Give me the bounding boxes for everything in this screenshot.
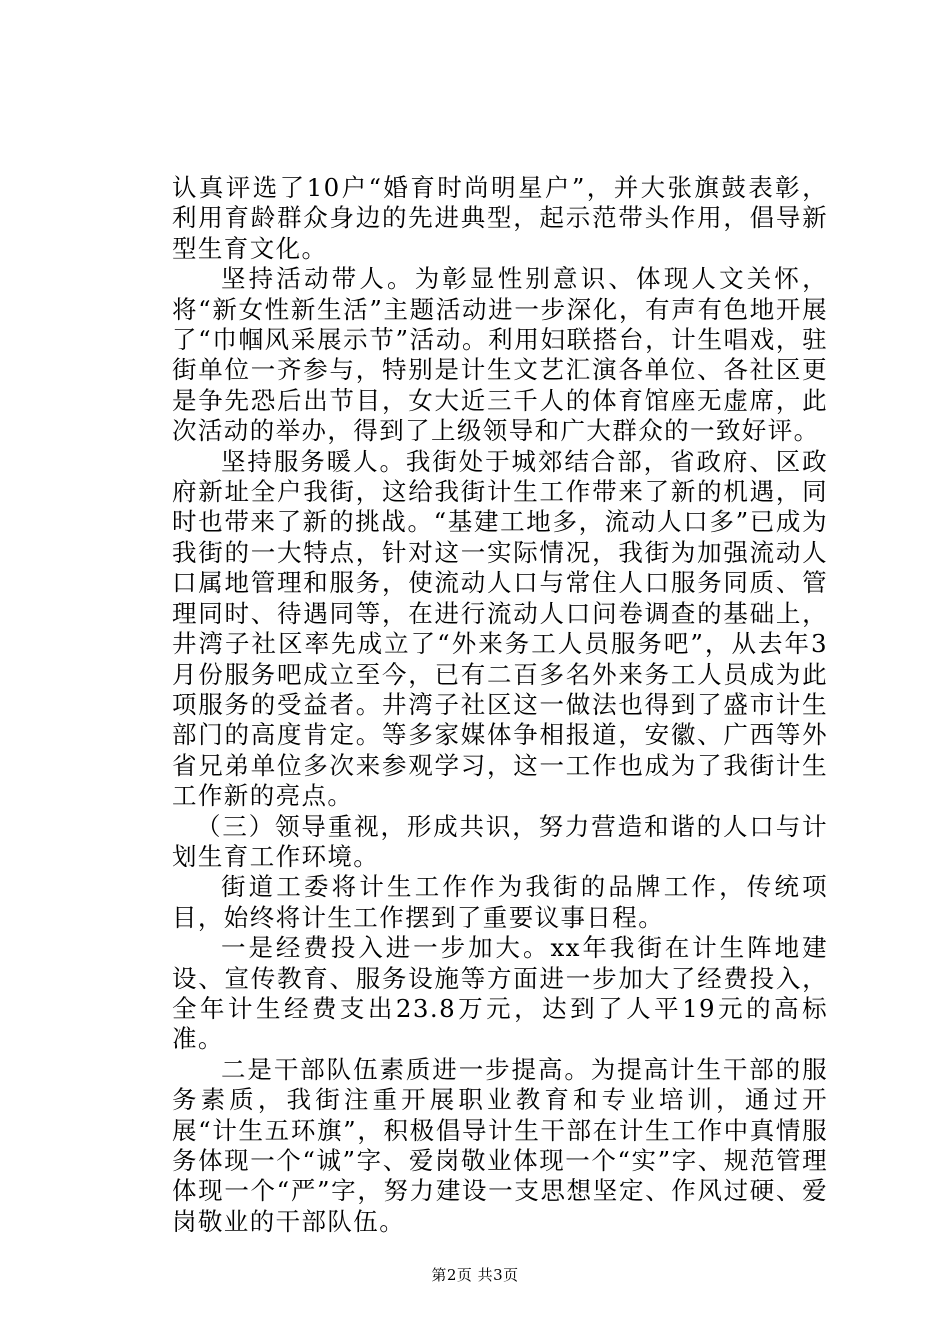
section-heading-3: （三）领导重视，形成共识，努力营造和谐的人口与计划生育工作环境。: [172, 811, 828, 871]
document-body: [172, 173, 828, 1237]
paragraph-service: 坚持服务暖人。我街处于城郊结合部，省政府、区政府新址全户我街，这给我街计生工作带来了新的机遇，同时也带来了新的挑战。“基建工地多，流动人口多”已成为我街的一大特点，针对这一实际情况，我街为加强流动人口属地管理和服务，使流动人口与常住人口服务同质、管理同时、待遇同等，在进行流动人口问卷调查的基础上，井湾子社区率先成立了“外来务工人员服务吧”，从去年3月份服务吧成立至今，已有二百多名外来务工人员成为此项服务的受益者。井湾子社区这一做法也得到了盛市计生部门的高度肯定。等多家媒体争相报道，安徽、广西等外省兄弟单位多次来参观学习，这一工作也成为了我街计生工作新的亮点。: [172, 446, 828, 811]
paragraph-cadre: 二是干部队伍素质进一步提高。为提高计生干部的服务素质，我街注重开展职业教育和专业培训，通过开展“计生五环旗”，积极倡导计生干部在计生工作中真情服务体现一个“诚”字、爱岗敬业体现一个“实”字、规范管理体现一个“严”字，努力建设一支思想坚定、作风过硬、爱岗敬业的干部队伍。: [172, 1054, 828, 1236]
paragraph-committee: 街道工委将计生工作作为我街的品牌工作，传统项目，始终将计生工作摆到了重要议事日程。: [172, 872, 828, 932]
paragraph-funding: 一是经费投入进一步加大。xx年我街在计生阵地建设、宣传教育、服务设施等方面进一步加大了经费投入，全年计生经费支出23.8万元，达到了人平19元的高标准。: [172, 933, 828, 1054]
paragraph-continuation: 认真评选了10户“婚育时尚明星户”，并大张旗鼓表彰，利用育龄群众身边的先进典型，起示范带头作用，倡导新型生育文化。: [172, 173, 828, 263]
paragraph-activity: 坚持活动带人。为彰显性别意识、体现人文关怀，将“新女性新生活”主题活动进一步深化，有声有色地开展了“巾帼风采展示节”活动。利用妇联搭台，计生唱戏，驻街单位一齐参与，特别是计生文艺汇演各单位、各社区更是争先恐后出节目，女大近三千人的体育馆座无虚席，此次活动的举办，得到了上级领导和广大群众的一致好评。: [172, 264, 828, 446]
page-footer: 第2页 共3页: [431, 1266, 519, 1284]
